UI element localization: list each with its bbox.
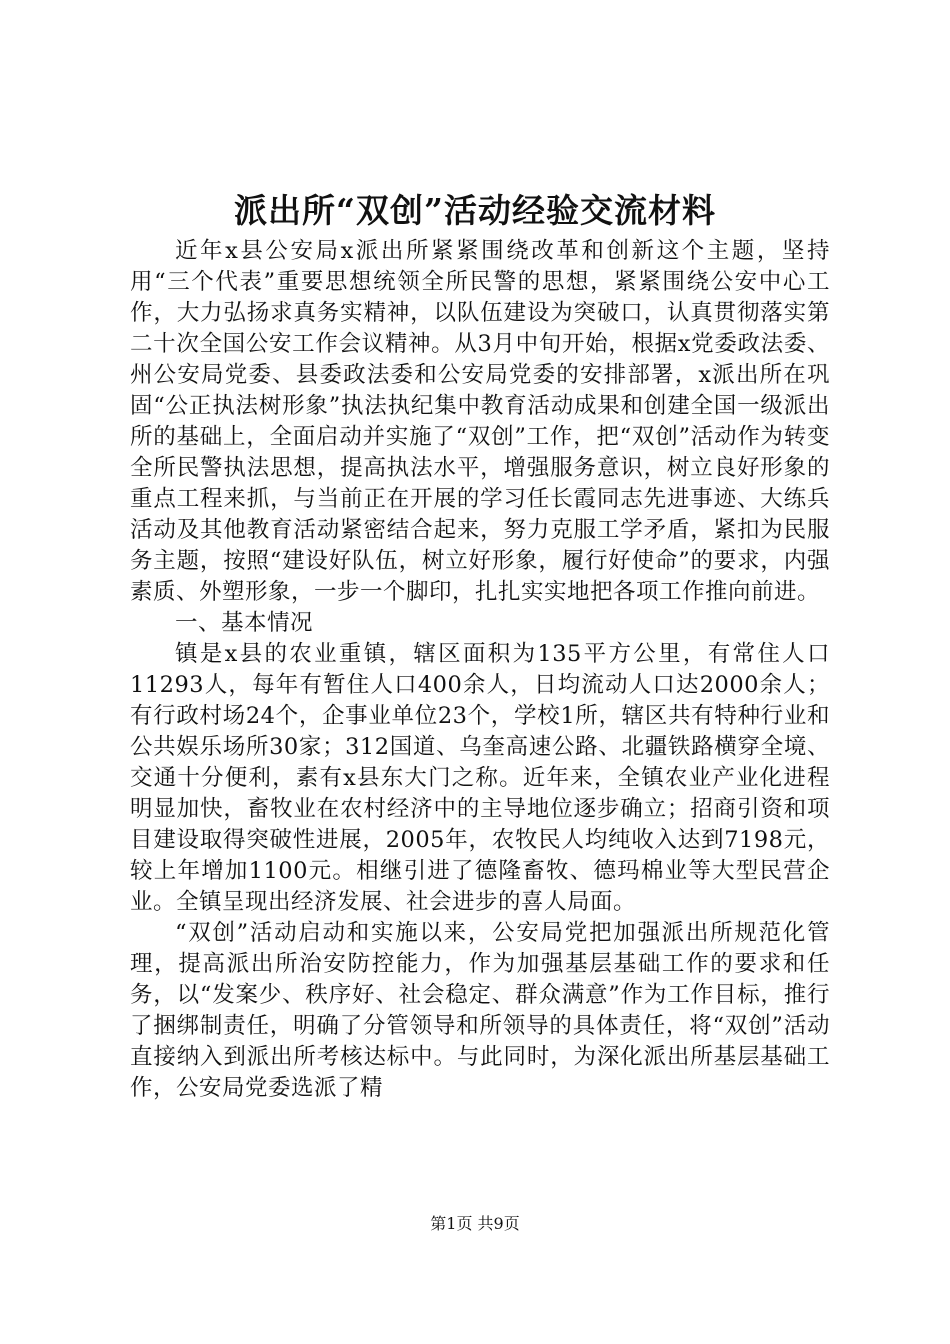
document-body [130, 236, 830, 1104]
paragraph-town-overview: 镇是x县的农业重镇，辖区面积为135平方公里，有常住人口11293人，每年有暂住人口400余人，日均流动人口达2000余人；有行政村场24个，企事业单位23个，学校1所，辖区共有特种行业和公共娱乐场所30家；312国道、乌奎高速公路、北疆铁路横穿全境、交通十分便利，素有x县东大门之称。近年来，全镇农业产业化进程明显加快，畜牧业在农村经济中的主导地位逐步确立；招商引资和项目建设取得突破性进展，2005年，农牧民人均纯收入达到7198元，较上年增加1100元。相继引进了德隆畜牧、德玛棉业等大型民营企业。全镇呈现出经济发展、社会进步的喜人局面。 [130, 641, 830, 915]
paragraph-activity-launch: “双创”活动启动和实施以来，公安局党把加强派出所规范化管理，提高派出所治安防控能力，作为加强基层基础工作的要求和任务，以“发案少、秩序好、社会稳定、群众满意”作为工作目标，推行了捆绑制责任，明确了分管领导和所领导的具体责任，将“双创”活动直接纳入到派出所考核达标中。与此同时，为深化派出所基层基础工作，公安局党委选派了精 [130, 920, 830, 1101]
page-number: 第1页 共9页 [430, 1214, 520, 1233]
paragraph-intro: 近年x县公安局x派出所紧紧围绕改革和创新这个主题，坚持用“三个代表”重要思想统领全所民警的思想，紧紧围绕公安中心工作，大力弘扬求真务实精神，以队伍建设为突破口，认真贯彻落实第二十次全国公安工作会议精神。从3月中旬开始，根据x党委政法委、州公安局党委、县委政法委和公安局党委的安排部署，x派出所在巩固“公正执法树形象”执法执纪集中教育活动成果和创建全国一级派出所的基础上，全面启动并实施了“双创”工作，把“双创”活动作为转变全所民警执法思想，提高执法水平，增强服务意识，树立良好形象的重点工程来抓，与当前正在开展的学习任长霞同志先进事迹、大练兵活动及其他教育活动紧密结合起来，努力克服工学矛盾，紧扣为民服务主题，按照“建设好队伍，树立好形象，履行好使命”的要求，内强素质、外塑形象，一步一个脚印，扎扎实实地把各项工作推向前进。 [130, 238, 830, 605]
document-title: 派出所“双创”活动经验交流材料 [234, 191, 716, 230]
section-heading-basic-situation: 一、基本情况 [175, 610, 314, 636]
